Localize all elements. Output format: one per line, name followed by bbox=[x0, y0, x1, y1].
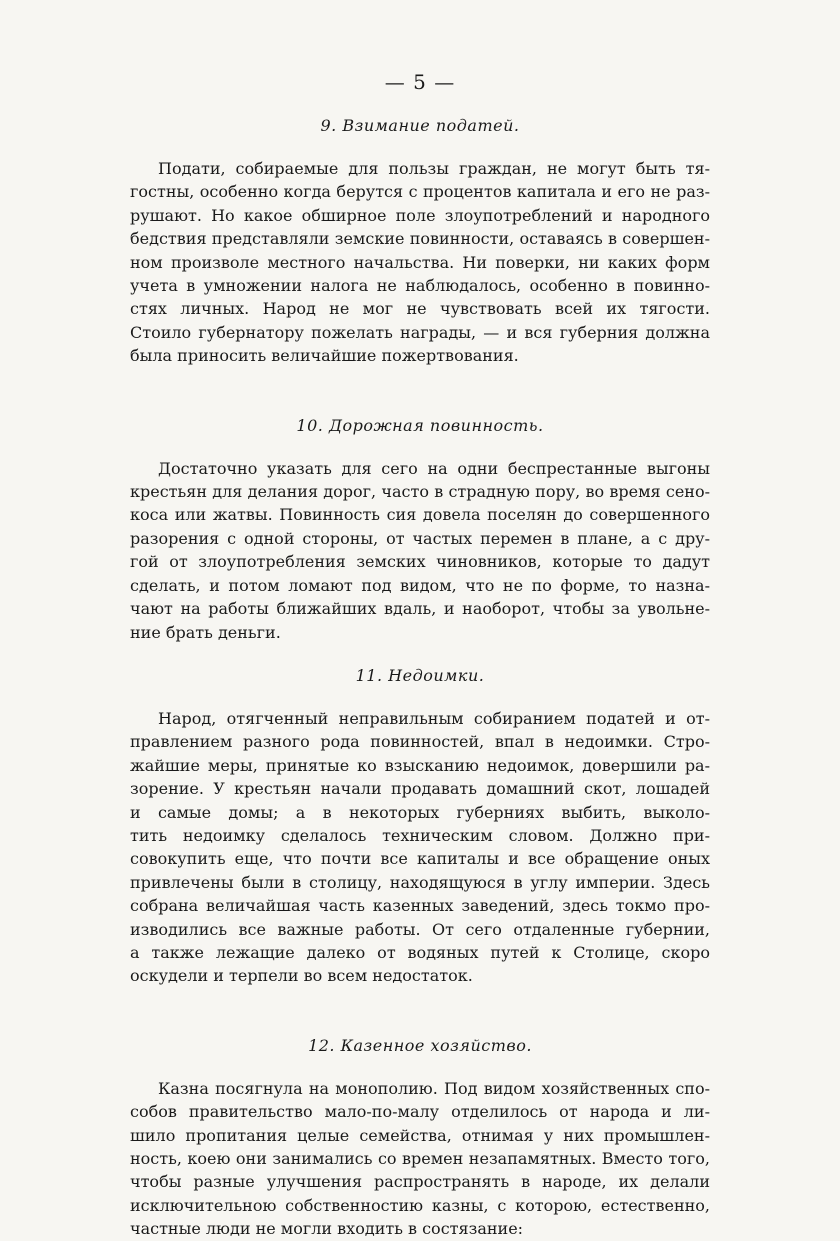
section-heading: 12. Казенное хозяйство. bbox=[308, 1035, 532, 1055]
text-line: крестьян для делания дорог, часто в страдную пору, во время сено- bbox=[130, 482, 710, 502]
text-line: оскудели и терпели во всем недостаток. bbox=[130, 966, 473, 986]
section-paragraph bbox=[130, 157, 710, 368]
text-line: учета в умножении налога не наблюдалось, особенно в повинно- bbox=[130, 276, 710, 296]
text-line: рушают. Но какое обширное поле злоупотреблений и народного bbox=[130, 205, 710, 225]
section-heading: 10. Дорожная повинность. bbox=[296, 415, 544, 435]
text-line: стях личных. Народ не мог не чувствовать всей их тягости. bbox=[130, 299, 710, 319]
section-heading: 11. Недоимки. bbox=[355, 665, 485, 685]
text-line: гой от злоупотребления земских чиновников, которые то дадут bbox=[130, 552, 710, 572]
section-paragraph bbox=[130, 1077, 710, 1241]
text-line: коса или жатвы. Повинность сия довела поселян до совершенного bbox=[130, 505, 710, 525]
text-line: совокупить еще, что почти все капиталы и все обращение оных bbox=[130, 849, 710, 869]
text-line: Подати, собираемые для пользы граждан, не могут быть тя- bbox=[158, 159, 710, 178]
text-line: правлением разного рода повинностей, впал в недоимки. Стро- bbox=[130, 732, 710, 752]
text-line: ном произволе местного начальства. Ни поверки, ни каких форм bbox=[130, 252, 710, 272]
text-line: а также лежащие далеко от водяных путей к Столице, скоро bbox=[130, 942, 710, 962]
text-line: исключительною собственностию казны, с которою, естественно, bbox=[130, 1195, 710, 1215]
section-10 bbox=[130, 416, 710, 644]
text-line: зорение. У крестьян начали продавать домашний скот, лошадей bbox=[130, 779, 710, 799]
text-line: разорения с одной стороны, от частых перемен в плане, а с дру- bbox=[130, 528, 710, 548]
text-line: собов правительство мало-по-малу отделилось от народа и ли- bbox=[130, 1102, 710, 1122]
section-paragraph bbox=[130, 457, 710, 644]
text-line: изводились все важные работы. От сего отдаленные губернии, bbox=[130, 919, 710, 939]
section-paragraph bbox=[130, 707, 710, 988]
text-line: жайшие меры, принятые ко взысканию недоимок, довершили ра- bbox=[130, 755, 710, 775]
document-page bbox=[130, 70, 710, 1241]
section-9 bbox=[130, 116, 710, 368]
text-line: гостны, особенно когда берутся с процентов капитала и его не раз- bbox=[130, 182, 710, 202]
section-11 bbox=[130, 666, 710, 988]
text-line: чтобы разные улучшения распространять в народе, их делали bbox=[130, 1172, 710, 1192]
text-line: шило пропитания целые семейства, отнимая у них промышлен- bbox=[130, 1125, 710, 1145]
text-line: Народ, отягченный неправильным собиранием податей и от- bbox=[158, 708, 710, 728]
text-line: Достаточно указать для сего на одни беспрестанные выгоны bbox=[158, 458, 710, 478]
text-line: тить недоимку сделалось техническим словом. Должно при- bbox=[130, 825, 710, 845]
text-line: ние брать деньги. bbox=[130, 622, 281, 642]
text-line: собрана величайшая часть казенных заведений, здесь токмо про- bbox=[130, 896, 710, 916]
section-12 bbox=[130, 1036, 710, 1241]
text-line: привлечены были в столицу, находящуюся в углу империи. Здесь bbox=[130, 872, 710, 892]
text-line: Стоило губернатору пожелать награды, — и вся губерния должна bbox=[130, 322, 710, 342]
text-line: чают на работы ближайших вдаль, и наоборот, чтобы за увольне- bbox=[130, 599, 710, 619]
page-number: — 5 — bbox=[384, 70, 456, 94]
section-heading: 9. Взимание податей. bbox=[320, 116, 520, 135]
text-line: частные люди не могли входить в состязание: bbox=[130, 1219, 524, 1239]
text-line: была приносить величайшие пожертвования. bbox=[130, 346, 519, 366]
text-line: бедствия представляли земские повинности, оставаясь в совершен- bbox=[130, 229, 710, 249]
text-line: Казна посягнула на монополию. Под видом хозяйственных спо- bbox=[158, 1078, 710, 1098]
text-line: ность, коею они занимались со времен незапамятных. Вместо того, bbox=[130, 1149, 710, 1168]
text-line: сделать, и потом ломают под видом, что не по форме, то назна- bbox=[130, 575, 710, 595]
text-line: и самые домы; а в некоторых губерниях выбить, выколо- bbox=[130, 802, 710, 822]
